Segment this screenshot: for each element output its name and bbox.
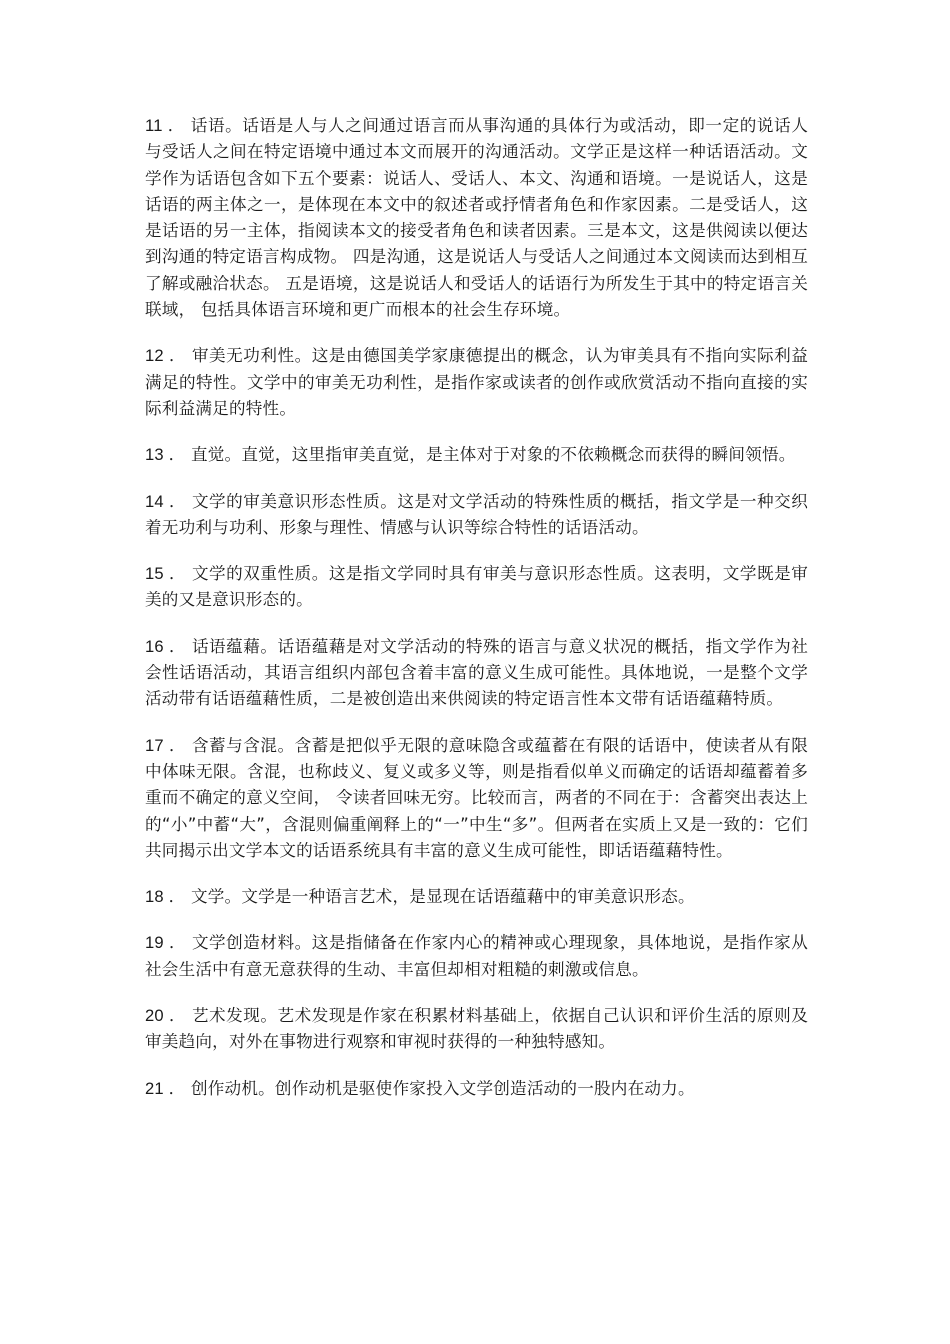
glossary-entry-11	[145, 113, 808, 323]
entry-text: 话语蕴藉。话语蕴藉是对文学活动的特殊的语言与意义状况的概括，指文学作为社会性话语活动，其语言组织内部包含着丰富的意义生成可能性。具体地说，一是整个文学活动带有话语蕴藉性质，二是被创造出来供阅读的特定语言性本文带有话语蕴藉特质。	[145, 636, 808, 709]
entry-text: 话语。话语是人与人之间通过语言而从事沟通的具体行为或活动，即一定的说话人与受话人之间在特定语境中通过本文而展开的沟通活动。文学正是这样一种话语活动。文学作为话语包含如下五个要素：说话人、受话人、本文、沟通和语境。一是说话人，这是话语的两主体之一，是体现在本文中的叙述者或抒情者角色和作家因素。二是受话人，这是话语的另一主体，指阅读本文的接受者角色和读者因素。三是本文，这是供阅读以便达到沟通的特定语言构成物。 四是沟通，这是说话人与受话人之间通过本文阅读而达到相互了解或融洽状态。 五是语境，这是说话人和受话人的话语行为所发生于其中的特定语言关联域， 包括具体语言环境和更广而根本的社会生存环境。	[145, 116, 808, 320]
entry-number: 18 ．	[145, 887, 186, 907]
glossary-entry-16	[145, 634, 808, 713]
entry-text: 直觉。直觉，这里指审美直觉，是主体对于对象的不依赖概念而获得的瞬间领悟。	[190, 445, 796, 465]
entry-number: 14 ．	[145, 491, 187, 511]
glossary-entry-17	[145, 733, 808, 864]
glossary-entry-20	[145, 1003, 808, 1056]
document-page	[145, 113, 808, 1122]
entry-text: 文学的双重性质。这是指文学同时具有审美与意识形态性质。这表明，文学既是审美的又是意识形态的。	[145, 564, 808, 610]
entry-number: 16 ．	[145, 636, 187, 656]
entry-number: 17 ．	[145, 735, 187, 755]
glossary-entry-14	[145, 489, 808, 542]
entry-number: 20 ．	[145, 1006, 187, 1026]
entry-text: 文学创造材料。这是指储备在作家内心的精神或心理现象，具体地说，是指作家从社会生活中有意无意获得的生动、丰富但却相对粗糙的刺激或信息。	[145, 933, 808, 979]
glossary-entry-12	[145, 343, 808, 422]
entry-text: 文学。文学是一种语言艺术，是显现在话语蕴藉中的审美意识形态。	[190, 887, 695, 907]
entry-number: 13 ．	[145, 445, 186, 465]
entry-number: 21 ．	[145, 1078, 186, 1098]
glossary-entry-15	[145, 561, 808, 614]
glossary-entry-19	[145, 930, 808, 983]
entry-number: 15 ．	[145, 564, 187, 584]
glossary-entry-18	[145, 884, 808, 910]
entry-text: 文学的审美意识形态性质。这是对文学活动的特殊性质的概括，指文学是一种交织着无功利与功利、形象与理性、情感与认识等综合特性的话语活动。	[145, 491, 808, 537]
glossary-entry-13	[145, 442, 808, 468]
entry-number: 12 ．	[145, 346, 187, 366]
entry-number: 19 ．	[145, 933, 187, 953]
entry-text: 艺术发现。艺术发现是作家在积累材料基础上，依据自己认识和评价生活的原则及审美趋向，对外在事物进行观察和审视时获得的一种独特感知。	[145, 1006, 808, 1052]
entry-text: 含蓄与含混。含蓄是把似乎无限的意味隐含或蕴蓄在有限的话语中，使读者从有限中体味无限。含混，也称歧义、复义或多义等，则是指看似单义而确定的话语却蕴蓄着多重而不确定的意义空间， 令读者回味无穷。比较而言，两者的不同在于：含蓄突出表达上的“小”中蓄“大”，含混则偏重阐释上的“一”中生“多”。但两者在实质上又是一致的：它们共同揭示出文学本文的话语系统具有丰富的意义生成可能性，即话语蕴藉特性。	[145, 735, 808, 860]
glossary-entry-21	[145, 1076, 808, 1102]
entry-number: 11 ．	[145, 116, 185, 135]
entry-text: 创作动机。创作动机是驱使作家投入文学创造活动的一股内在动力。	[190, 1078, 695, 1098]
entry-text: 审美无功利性。这是由德国美学家康德提出的概念，认为审美具有不指向实际利益满足的特性。文学中的审美无功利性，是指作家或读者的创作或欣赏活动不指向直接的实际利益满足的特性。	[145, 346, 808, 418]
